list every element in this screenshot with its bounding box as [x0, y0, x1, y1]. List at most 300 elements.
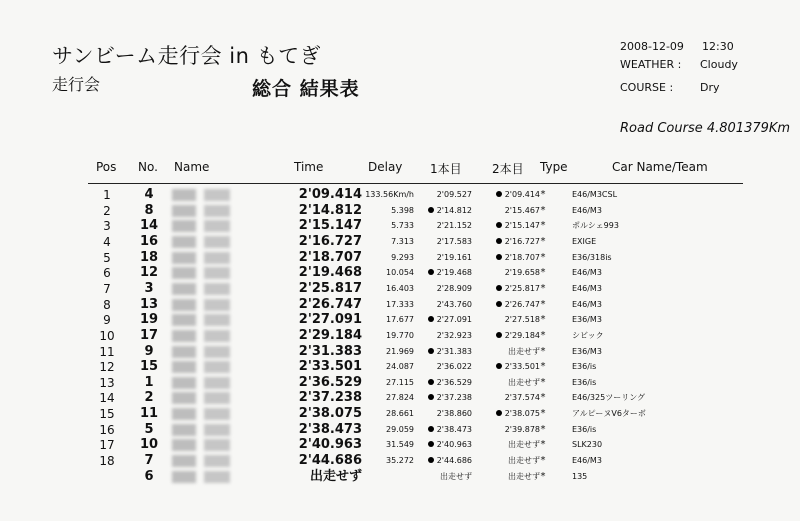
driver-name-redacted: [172, 283, 234, 295]
car-number-cell: 13: [139, 296, 159, 312]
run1-cell: [416, 281, 472, 297]
type-cell: *: [540, 376, 546, 388]
best-time-cell: 2'27.091: [298, 312, 362, 328]
type-cell: *: [540, 251, 546, 263]
run2-cell: [480, 312, 540, 328]
type-cell: *: [540, 220, 546, 232]
delay-cell: 35.272: [386, 456, 414, 466]
run2-cell: [480, 203, 540, 219]
run1-cell: [416, 297, 472, 313]
car-number-cell: 16: [139, 233, 159, 249]
best-time-cell: 2'18.707: [298, 249, 362, 265]
redaction-block: [204, 377, 230, 389]
type-cell: *: [540, 235, 546, 247]
position-cell: 10: [99, 328, 115, 343]
car-number-cell: 3: [144, 280, 154, 296]
table-row: [0, 422, 800, 438]
car-name-cell: E36/M3: [572, 315, 602, 325]
best-lap-dot-icon: [496, 363, 502, 369]
table-row: [0, 218, 800, 234]
car-name-cell: E36/318is: [572, 252, 612, 262]
run2-time: 2'39.878: [504, 424, 540, 434]
run1-cell: [416, 422, 472, 438]
run2-time: 2'26.747: [504, 299, 540, 309]
run1-time: 2'28.909: [436, 283, 472, 293]
car-name-cell: ポルシェ993: [572, 221, 619, 231]
type-cell: *: [540, 392, 546, 404]
best-time-cell: 2'33.501: [298, 359, 362, 375]
col-name: Name: [174, 160, 210, 174]
delay-cell: 9.293: [391, 252, 414, 262]
best-lap-dot-icon: [428, 379, 434, 385]
run2-cell: [480, 187, 540, 203]
car-number-cell: 1: [144, 374, 154, 390]
delay-cell: 24.087: [386, 362, 414, 372]
run2-cell: [480, 344, 540, 360]
delay-cell: 31.549: [386, 440, 414, 450]
best-lap-dot-icon: [496, 301, 502, 307]
run1-time: 出走せず: [440, 471, 472, 481]
position-cell: 18: [99, 454, 115, 469]
best-time-cell: 2'19.468: [298, 265, 362, 281]
run2-time: 2'15.467: [504, 205, 540, 215]
run2-cell: [480, 359, 540, 375]
best-time-cell: 2'31.383: [298, 343, 362, 359]
car-number-cell: 15: [139, 359, 159, 375]
redaction-block: [172, 220, 196, 232]
redaction-block: [204, 471, 230, 483]
best-time-cell: 2'26.747: [298, 296, 362, 312]
run2-cell: [480, 328, 540, 344]
position-cell: 3: [103, 219, 111, 234]
delay-cell: 28.661: [386, 409, 414, 419]
table-row: [0, 250, 800, 266]
run2-cell: [480, 453, 540, 469]
run2-cell: [480, 297, 540, 313]
run2-cell: [480, 234, 540, 250]
run1-cell: [416, 187, 472, 203]
car-name-cell: E36/is: [572, 377, 597, 387]
run1-time: 2'21.152: [436, 221, 472, 231]
best-lap-dot-icon: [496, 410, 502, 416]
run2-cell: [480, 265, 540, 281]
run1-cell: [416, 234, 472, 250]
run1-time: 2'09.527: [436, 190, 472, 199]
best-lap-dot-icon: [428, 394, 434, 400]
redaction-block: [172, 314, 196, 326]
car-name-cell: SLK230: [572, 440, 603, 450]
redaction-block: [172, 408, 196, 420]
car-name-cell: E36/M3: [572, 346, 602, 356]
position-cell: 4: [103, 234, 111, 249]
redaction-block: [204, 408, 230, 420]
col-car: Car Name/Team: [612, 160, 708, 174]
run1-time: 2'32.923: [436, 330, 472, 340]
car-name-cell: E46/M3: [572, 299, 602, 309]
car-number-cell: 11: [139, 406, 159, 422]
delay-cell: 29.059: [386, 424, 414, 434]
best-lap-dot-icon: [428, 269, 434, 275]
run1-cell: [416, 328, 472, 344]
run2-cell: [480, 437, 540, 453]
run2-time: 出走せず: [508, 456, 540, 466]
type-cell: *: [540, 470, 546, 482]
best-lap-dot-icon: [428, 207, 434, 213]
driver-name-redacted: [172, 236, 234, 248]
run1-time: 2'44.686: [436, 456, 472, 466]
redaction-block: [172, 361, 196, 373]
car-name-cell: EXIGE: [572, 236, 597, 246]
run1-time: 2'19.161: [436, 252, 472, 262]
position-cell: 6: [103, 266, 111, 281]
car-name-cell: E46/M3: [572, 205, 602, 215]
car-number-cell: 5: [144, 421, 154, 437]
col-run1: 1本目: [430, 162, 462, 176]
col-run2: 2本目: [492, 162, 524, 176]
table-row: [0, 469, 800, 485]
course-value: Dry: [700, 81, 720, 94]
best-time-cell: 2'40.963: [298, 437, 362, 453]
best-time-cell: 2'15.147: [298, 218, 362, 234]
run2-time: 2'15.147: [504, 221, 540, 231]
best-lap-dot-icon: [496, 222, 502, 228]
car-number-cell: 18: [139, 249, 159, 265]
best-lap-dot-icon: [428, 441, 434, 447]
type-cell: *: [540, 298, 546, 310]
driver-name-redacted: [172, 392, 234, 404]
driver-name-redacted: [172, 408, 234, 420]
best-lap-dot-icon: [496, 285, 502, 291]
position-cell: 9: [103, 313, 111, 328]
best-lap-dot-icon: [428, 348, 434, 354]
run2-cell: [480, 375, 540, 391]
best-time-cell: 2'38.473: [298, 421, 362, 437]
driver-name-redacted: [172, 267, 234, 279]
best-lap-dot-icon: [428, 457, 434, 463]
delay-cell: 27.824: [386, 393, 414, 403]
driver-name-redacted: [172, 252, 234, 264]
driver-name-redacted: [172, 314, 234, 326]
best-lap-dot-icon: [496, 332, 502, 338]
table-row: [0, 453, 800, 469]
run1-cell: [416, 359, 472, 375]
run2-time: 2'09.414: [504, 190, 540, 199]
run2-cell: [480, 250, 540, 266]
car-name-cell: E46/M3CSL: [572, 190, 618, 199]
delay-cell: 16.403: [386, 283, 414, 293]
position-cell: 5: [103, 250, 111, 265]
car-number-cell: 7: [144, 453, 154, 469]
redaction-block: [204, 299, 230, 311]
type-cell: *: [540, 455, 546, 467]
position-cell: 13: [99, 375, 115, 390]
weather-value: Cloudy: [700, 58, 738, 71]
redaction-block: [172, 392, 196, 404]
delay-cell: 10.054: [386, 268, 414, 278]
position-cell: 17: [99, 438, 115, 453]
col-pos: Pos: [96, 160, 117, 174]
redaction-block: [204, 236, 230, 248]
redaction-block: [172, 471, 196, 483]
driver-name-redacted: [172, 377, 234, 389]
driver-name-redacted: [172, 205, 234, 217]
run1-time: 2'37.238: [436, 393, 472, 403]
weather-label: WEATHER :: [620, 58, 682, 71]
run2-cell: [480, 281, 540, 297]
type-cell: *: [540, 267, 546, 279]
run1-cell: [416, 437, 472, 453]
position-cell: 8: [103, 297, 111, 312]
run1-time: 2'27.091: [436, 315, 472, 325]
table-row: [0, 312, 800, 328]
best-time-cell: 2'38.075: [298, 406, 362, 422]
redaction-block: [172, 330, 196, 342]
type-cell: *: [540, 282, 546, 294]
delay-cell: 17.677: [386, 315, 414, 325]
position-cell: 16: [99, 422, 115, 437]
best-lap-dot-icon: [496, 191, 502, 197]
car-number-cell: 2: [144, 390, 154, 406]
car-number-cell: 10: [139, 437, 159, 453]
redaction-block: [204, 346, 230, 358]
redaction-block: [172, 189, 196, 201]
run1-cell: [416, 344, 472, 360]
run2-time: 2'29.184: [504, 330, 540, 340]
event-subtitle: 走行会: [52, 75, 101, 94]
driver-name-redacted: [172, 361, 234, 373]
car-name-cell: E46/325ツーリング: [572, 393, 646, 403]
col-delay: Delay: [368, 160, 403, 174]
redaction-block: [172, 236, 196, 248]
run2-cell: [480, 422, 540, 438]
run2-cell: [480, 218, 540, 234]
col-time: Time: [294, 160, 324, 174]
delay-cell: 5.398: [391, 205, 414, 215]
best-time-cell: 2'16.727: [298, 233, 362, 249]
best-time-cell: 2'44.686: [298, 453, 362, 469]
run2-time: 出走せず: [508, 440, 540, 450]
driver-name-redacted: [172, 439, 234, 451]
table-row: [0, 375, 800, 391]
best-lap-dot-icon: [428, 316, 434, 322]
delay-cell: 21.969: [386, 346, 414, 356]
best-time-cell: 2'09.414: [298, 187, 362, 202]
run1-cell: [416, 250, 472, 266]
table-row: [0, 203, 800, 219]
redaction-block: [172, 439, 196, 451]
redaction-block: [172, 424, 196, 436]
best-lap-dot-icon: [428, 426, 434, 432]
redaction-block: [204, 252, 230, 264]
run1-time: 2'36.022: [436, 362, 472, 372]
event-date: 2008-12-09: [620, 40, 684, 53]
run2-time: 2'19.658: [504, 268, 540, 278]
table-row: [0, 187, 800, 203]
redaction-block: [204, 455, 230, 467]
driver-name-redacted: [172, 424, 234, 436]
table-row: [0, 406, 800, 422]
run1-time: 2'19.468: [436, 268, 472, 278]
driver-name-redacted: [172, 189, 234, 201]
position-cell: 14: [99, 391, 115, 406]
driver-name-redacted: [172, 299, 234, 311]
car-name-cell: E36/is: [572, 362, 597, 372]
run1-cell: [416, 406, 472, 422]
redaction-block: [204, 189, 230, 201]
driver-name-redacted: [172, 330, 234, 342]
delay-cell: 5.733: [391, 221, 414, 231]
event-time: 12:30: [702, 40, 734, 53]
driver-name-redacted: [172, 455, 234, 467]
delay-cell: 133.56Km/h: [365, 190, 414, 199]
best-time-cell: 2'36.529: [298, 374, 362, 390]
redaction-block: [204, 361, 230, 373]
redaction-block: [204, 220, 230, 232]
car-name-cell: 135: [572, 471, 588, 481]
car-number-cell: 17: [139, 327, 159, 343]
type-cell: *: [540, 423, 546, 435]
run1-time: 2'40.963: [436, 440, 472, 450]
type-cell: *: [540, 408, 546, 420]
redaction-block: [204, 330, 230, 342]
type-cell: *: [540, 189, 546, 200]
course-label: COURSE :: [620, 81, 674, 94]
car-number-cell: 8: [144, 202, 154, 218]
position-cell: 11: [99, 344, 115, 359]
delay-cell: 17.333: [386, 299, 414, 309]
type-cell: *: [540, 361, 546, 373]
redaction-block: [172, 267, 196, 279]
car-number-cell: 9: [144, 343, 154, 359]
table-row: [0, 328, 800, 344]
car-name-cell: E46/M3: [572, 456, 602, 466]
type-cell: *: [540, 314, 546, 326]
run1-time: 2'36.529: [436, 377, 472, 387]
redaction-block: [204, 439, 230, 451]
driver-name-redacted: [172, 346, 234, 358]
redaction-block: [172, 283, 196, 295]
delay-cell: 19.770: [386, 330, 414, 340]
run2-time: 出走せず: [508, 346, 540, 356]
run1-time: 2'31.383: [436, 346, 472, 356]
run2-time: 2'18.707: [504, 252, 540, 262]
redaction-block: [204, 392, 230, 404]
redaction-block: [204, 267, 230, 279]
best-lap-dot-icon: [496, 254, 502, 260]
table-row: [0, 390, 800, 406]
run2-cell: [480, 390, 540, 406]
best-time-cell: 出走せず: [309, 468, 362, 484]
run1-cell: [416, 453, 472, 469]
best-lap-dot-icon: [496, 238, 502, 244]
driver-name-redacted: [172, 471, 234, 483]
redaction-block: [204, 314, 230, 326]
results-heading: 総合 結果表: [252, 78, 360, 100]
header-rule: [88, 183, 743, 184]
run2-time: 2'27.518: [504, 315, 540, 325]
table-row: [0, 234, 800, 250]
road-course-length: Road Course 4.801379Km: [620, 121, 791, 136]
best-time-cell: 2'37.238: [298, 390, 362, 406]
delay-cell: 7.313: [391, 236, 414, 246]
position-cell: 2: [103, 203, 111, 218]
redaction-block: [172, 346, 196, 358]
type-cell: *: [540, 329, 546, 341]
best-time-cell: 2'25.817: [298, 280, 362, 296]
redaction-block: [204, 424, 230, 436]
run2-time: 2'16.727: [504, 236, 540, 246]
redaction-block: [172, 299, 196, 311]
car-number-cell: 12: [139, 265, 159, 281]
position-cell: 7: [103, 281, 111, 296]
car-number-cell: 14: [139, 218, 159, 234]
type-cell: *: [540, 204, 546, 216]
run1-time: 2'17.583: [436, 236, 472, 246]
run2-time: 2'37.574: [504, 393, 540, 403]
best-time-cell: 2'14.812: [298, 202, 362, 218]
run1-time: 2'38.473: [436, 424, 472, 434]
redaction-block: [172, 252, 196, 264]
run1-time: 2'38.860: [436, 409, 472, 419]
car-number-cell: 4: [144, 187, 154, 202]
delay-cell: 27.115: [386, 377, 414, 387]
col-type: Type: [540, 160, 568, 174]
table-row: [0, 437, 800, 453]
run1-cell: [416, 312, 472, 328]
run2-cell: [480, 469, 540, 485]
position-cell: 1: [103, 188, 111, 202]
run2-time: 2'38.075: [504, 409, 540, 419]
event-title: サンビーム走行会 in もてぎ: [52, 44, 322, 68]
table-row: [0, 359, 800, 375]
redaction-block: [204, 205, 230, 217]
run1-cell: [416, 375, 472, 391]
run2-time: 2'25.817: [504, 283, 540, 293]
run2-cell: [480, 406, 540, 422]
car-name-cell: E46/M3: [572, 283, 602, 293]
driver-name-redacted: [172, 220, 234, 232]
run1-cell: [416, 265, 472, 281]
position-cell: 12: [99, 360, 115, 375]
table-row: [0, 265, 800, 281]
run2-time: 出走せず: [508, 471, 540, 481]
position-cell: 15: [99, 407, 115, 422]
redaction-block: [172, 377, 196, 389]
car-name-cell: E36/is: [572, 424, 597, 434]
table-row: [0, 297, 800, 313]
run2-time: 2'33.501: [504, 362, 540, 372]
car-name-cell: E46/M3: [572, 268, 602, 278]
run1-cell: [416, 469, 472, 485]
car-number-cell: 19: [139, 312, 159, 328]
type-cell: *: [540, 439, 546, 451]
col-no: No.: [138, 160, 158, 174]
run2-time: 出走せず: [508, 377, 540, 387]
redaction-block: [172, 205, 196, 217]
car-number-cell: 6: [144, 468, 154, 484]
best-time-cell: 2'29.184: [298, 327, 362, 343]
type-cell: *: [540, 345, 546, 357]
car-name-cell: シビック: [572, 330, 604, 340]
redaction-block: [172, 455, 196, 467]
redaction-block: [204, 283, 230, 295]
run1-cell: [416, 390, 472, 406]
run1-cell: [416, 203, 472, 219]
table-row: [0, 344, 800, 360]
run1-cell: [416, 218, 472, 234]
car-name-cell: アルピーヌV6ターボ: [572, 409, 646, 419]
run1-time: 2'43.760: [436, 299, 472, 309]
